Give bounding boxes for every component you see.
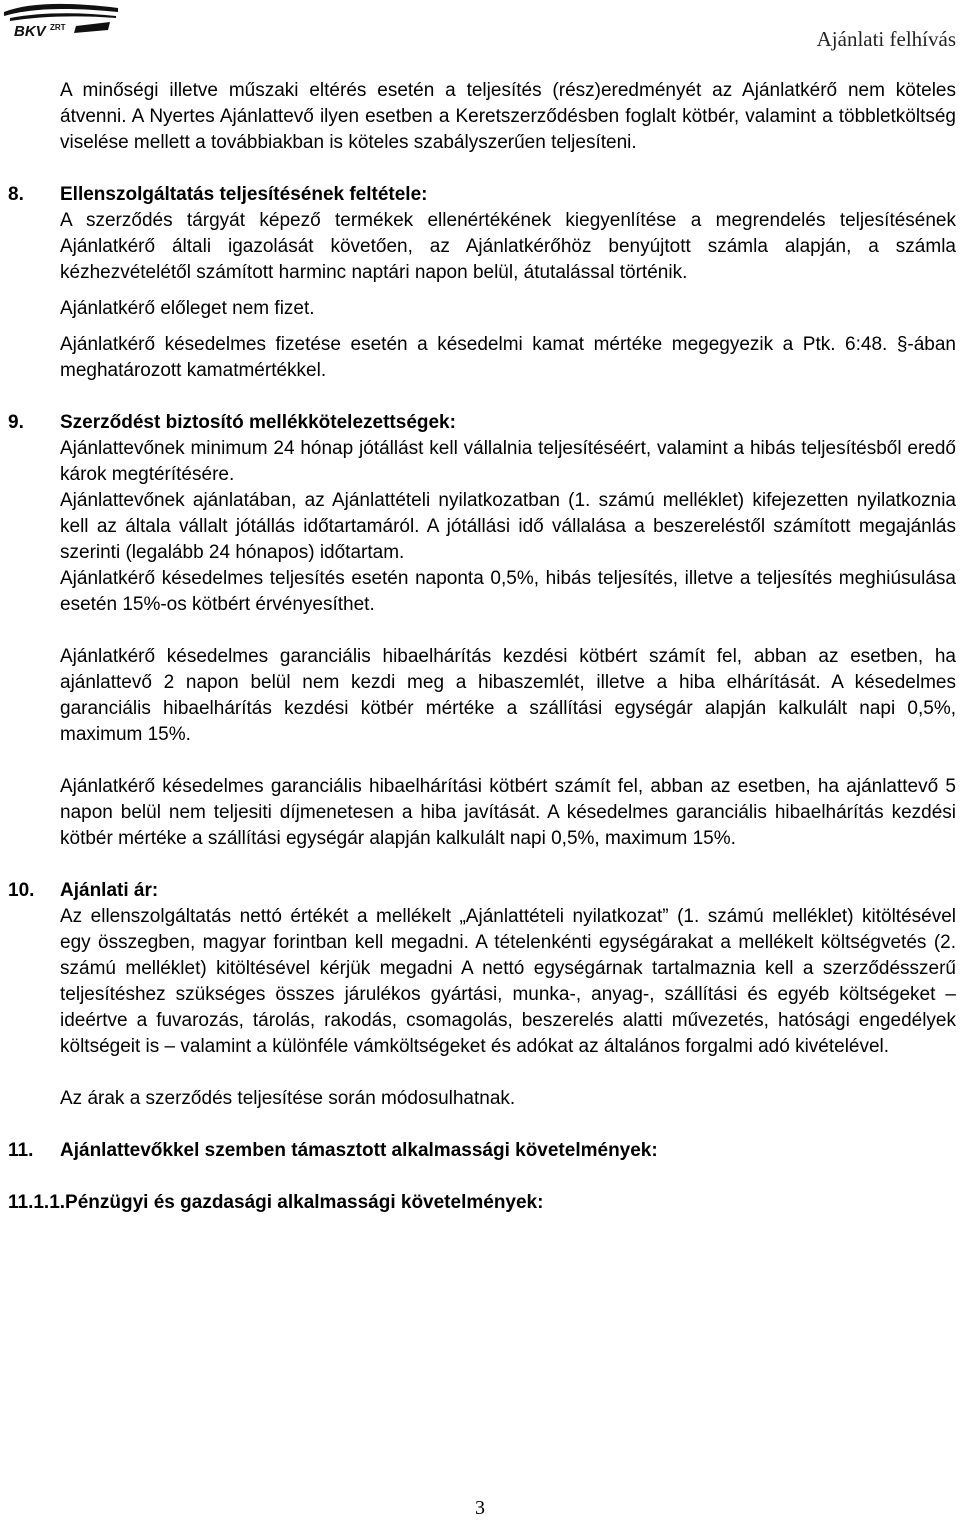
section-9-paragraph-3: Ajánlatkérő késedelmes teljesítés esetén naponta 0,5%, hibás teljesítés, illetve a teljesítés meghiúsulása esetén 15%-os kötbért érvényesíthet.	[60, 568, 956, 615]
section-9-paragraph-4: Ajánlatkérő késedelmes garanciális hibaelhárítás kezdési kötbért számít fel, abban az esetben, ha ajánlattevő 2 napon belül nem kezdi meg a hibaszemlét, illetve a hiba elhárítását. A késedelmes garanciális hibaelhárítás kezdési kötbér mértéke a szállítási egységár alapján kalkulált napi 0,5%, maximum 15%.	[60, 646, 956, 745]
section-9-paragraph-2: Ajánlattevőnek ajánlatában, az Ajánlattételi nyilatkozatban (1. számú melléklet) kifejezetten nyilatkoznia kell az általa vállalt jótállás időtartamáról. A jótállási idő vállalása a beszereléstől számított megajánlás szerinti (legalább 24 hónapos) időtartam.	[60, 490, 956, 563]
section-9-paragraph-5: Ajánlatkérő késedelmes garanciális hibaelhárítási kötbért számít fel, abban az esetben, ha ajánlattevő 5 napon belül nem teljesiti díjmenetesen a hiba javítását. A késedelmes garanciális hibaelhárítás kezdési kötbér mértéke a szállítási egységár alapján kalkulált napi 0,5%, maximum 15%.	[60, 776, 956, 849]
intro-paragraph: A minőségi illetve műszaki eltérés esetén a teljesítés (rész)eredményét az Ajánlatkérő nem köteles átvenni. A Nyertes Ajánlattevő ilyen esetben a Keretszerződésben foglalt kötbér, valamint a többletköltség viselése mellett a továbbiakban is köteles szabályszerűen teljesíteni.	[60, 80, 956, 153]
section-11-1-1-heading: 11.1.1.Pénzügyi és gazdasági alkalmassági követelmények:	[8, 1192, 544, 1213]
bkv-logo-icon	[0, 0, 124, 40]
section-8-paragraph-2: Ajánlatkérő előleget nem fizet.	[60, 298, 315, 319]
section-8	[8, 182, 956, 384]
logo-sup: ZRT	[50, 23, 66, 32]
section-11-number: 11.	[8, 1140, 34, 1161]
section-11	[8, 1138, 956, 1164]
document-body	[8, 78, 956, 1216]
section-9-number: 9.	[8, 412, 24, 433]
section-10	[8, 878, 956, 1112]
section-11-1-1	[8, 1190, 956, 1216]
section-9-heading: Szerződést biztosító mellékkötelezettségek:	[60, 412, 456, 433]
section-9	[8, 410, 956, 852]
section-8-heading: Ellenszolgáltatás teljesítésének feltétele:	[60, 184, 428, 205]
page-number: 3	[475, 1497, 485, 1519]
section-10-paragraph-2: Az árak a szerződés teljesítése során módosulhatnak.	[60, 1088, 516, 1109]
section-9-paragraph-1: Ajánlattevőnek minimum 24 hónap jótállást kell vállalnia teljesítéséért, valamint a hibás teljesítésből eredő károk megtérítésére.	[60, 438, 956, 485]
section-10-number: 10.	[8, 880, 35, 901]
section-8-number: 8.	[8, 184, 24, 205]
section-11-heading: Ajánlattevőkkel szemben támasztott alkalmassági követelmények:	[60, 1140, 658, 1161]
section-8-paragraph-1: A szerződés tárgyát képező termékek ellenértékének kiegyenlítése a megrendelés teljesítésének Ajánlatkérő általi igazolását követően, az Ajánlatkérőhöz benyújtott számla alapján, a számla kézhezvételétől számított harminc naptári napon belül, átutalással történik.	[60, 210, 956, 283]
section-10-heading: Ajánlati ár:	[60, 880, 159, 901]
page-header-title: Ajánlati felhívás	[816, 27, 956, 51]
logo-text: BKV	[14, 23, 46, 40]
section-8-paragraph-3: Ajánlatkérő késedelmes fizetése esetén a késedelmi kamat mértéke megegyezik a Ptk. 6:48. §-ában meghatározott kamatmértékkel.	[60, 334, 956, 381]
bkv-logo	[0, 0, 124, 40]
section-10-paragraph-1: Az ellenszolgáltatás nettó értékét a mellékelt „Ajánlattételi nyilatkozat” (1. számú melléklet) kitöltésével egy összegben, magyar forintban kell megadni. A tételenkénti egységárakat a mellékelt költségvetés (2. számú melléklet) kitöltésével kérjük megadni A nettó egységárnak tartalmaznia kell a szerződésszerű teljesítéshez szükséges összes járulékos gyártási, munka-, anyag-, szállítási és egyéb költségeket – ideértve a fuvarozás, tárolás, rakodás, csomagolás, beszerelés alatti művezetés, hatósági engedélyek költségeit is – valamint a különféle vámköltségeket és adókat az általános forgalmi adó kivételével.	[60, 906, 956, 1057]
